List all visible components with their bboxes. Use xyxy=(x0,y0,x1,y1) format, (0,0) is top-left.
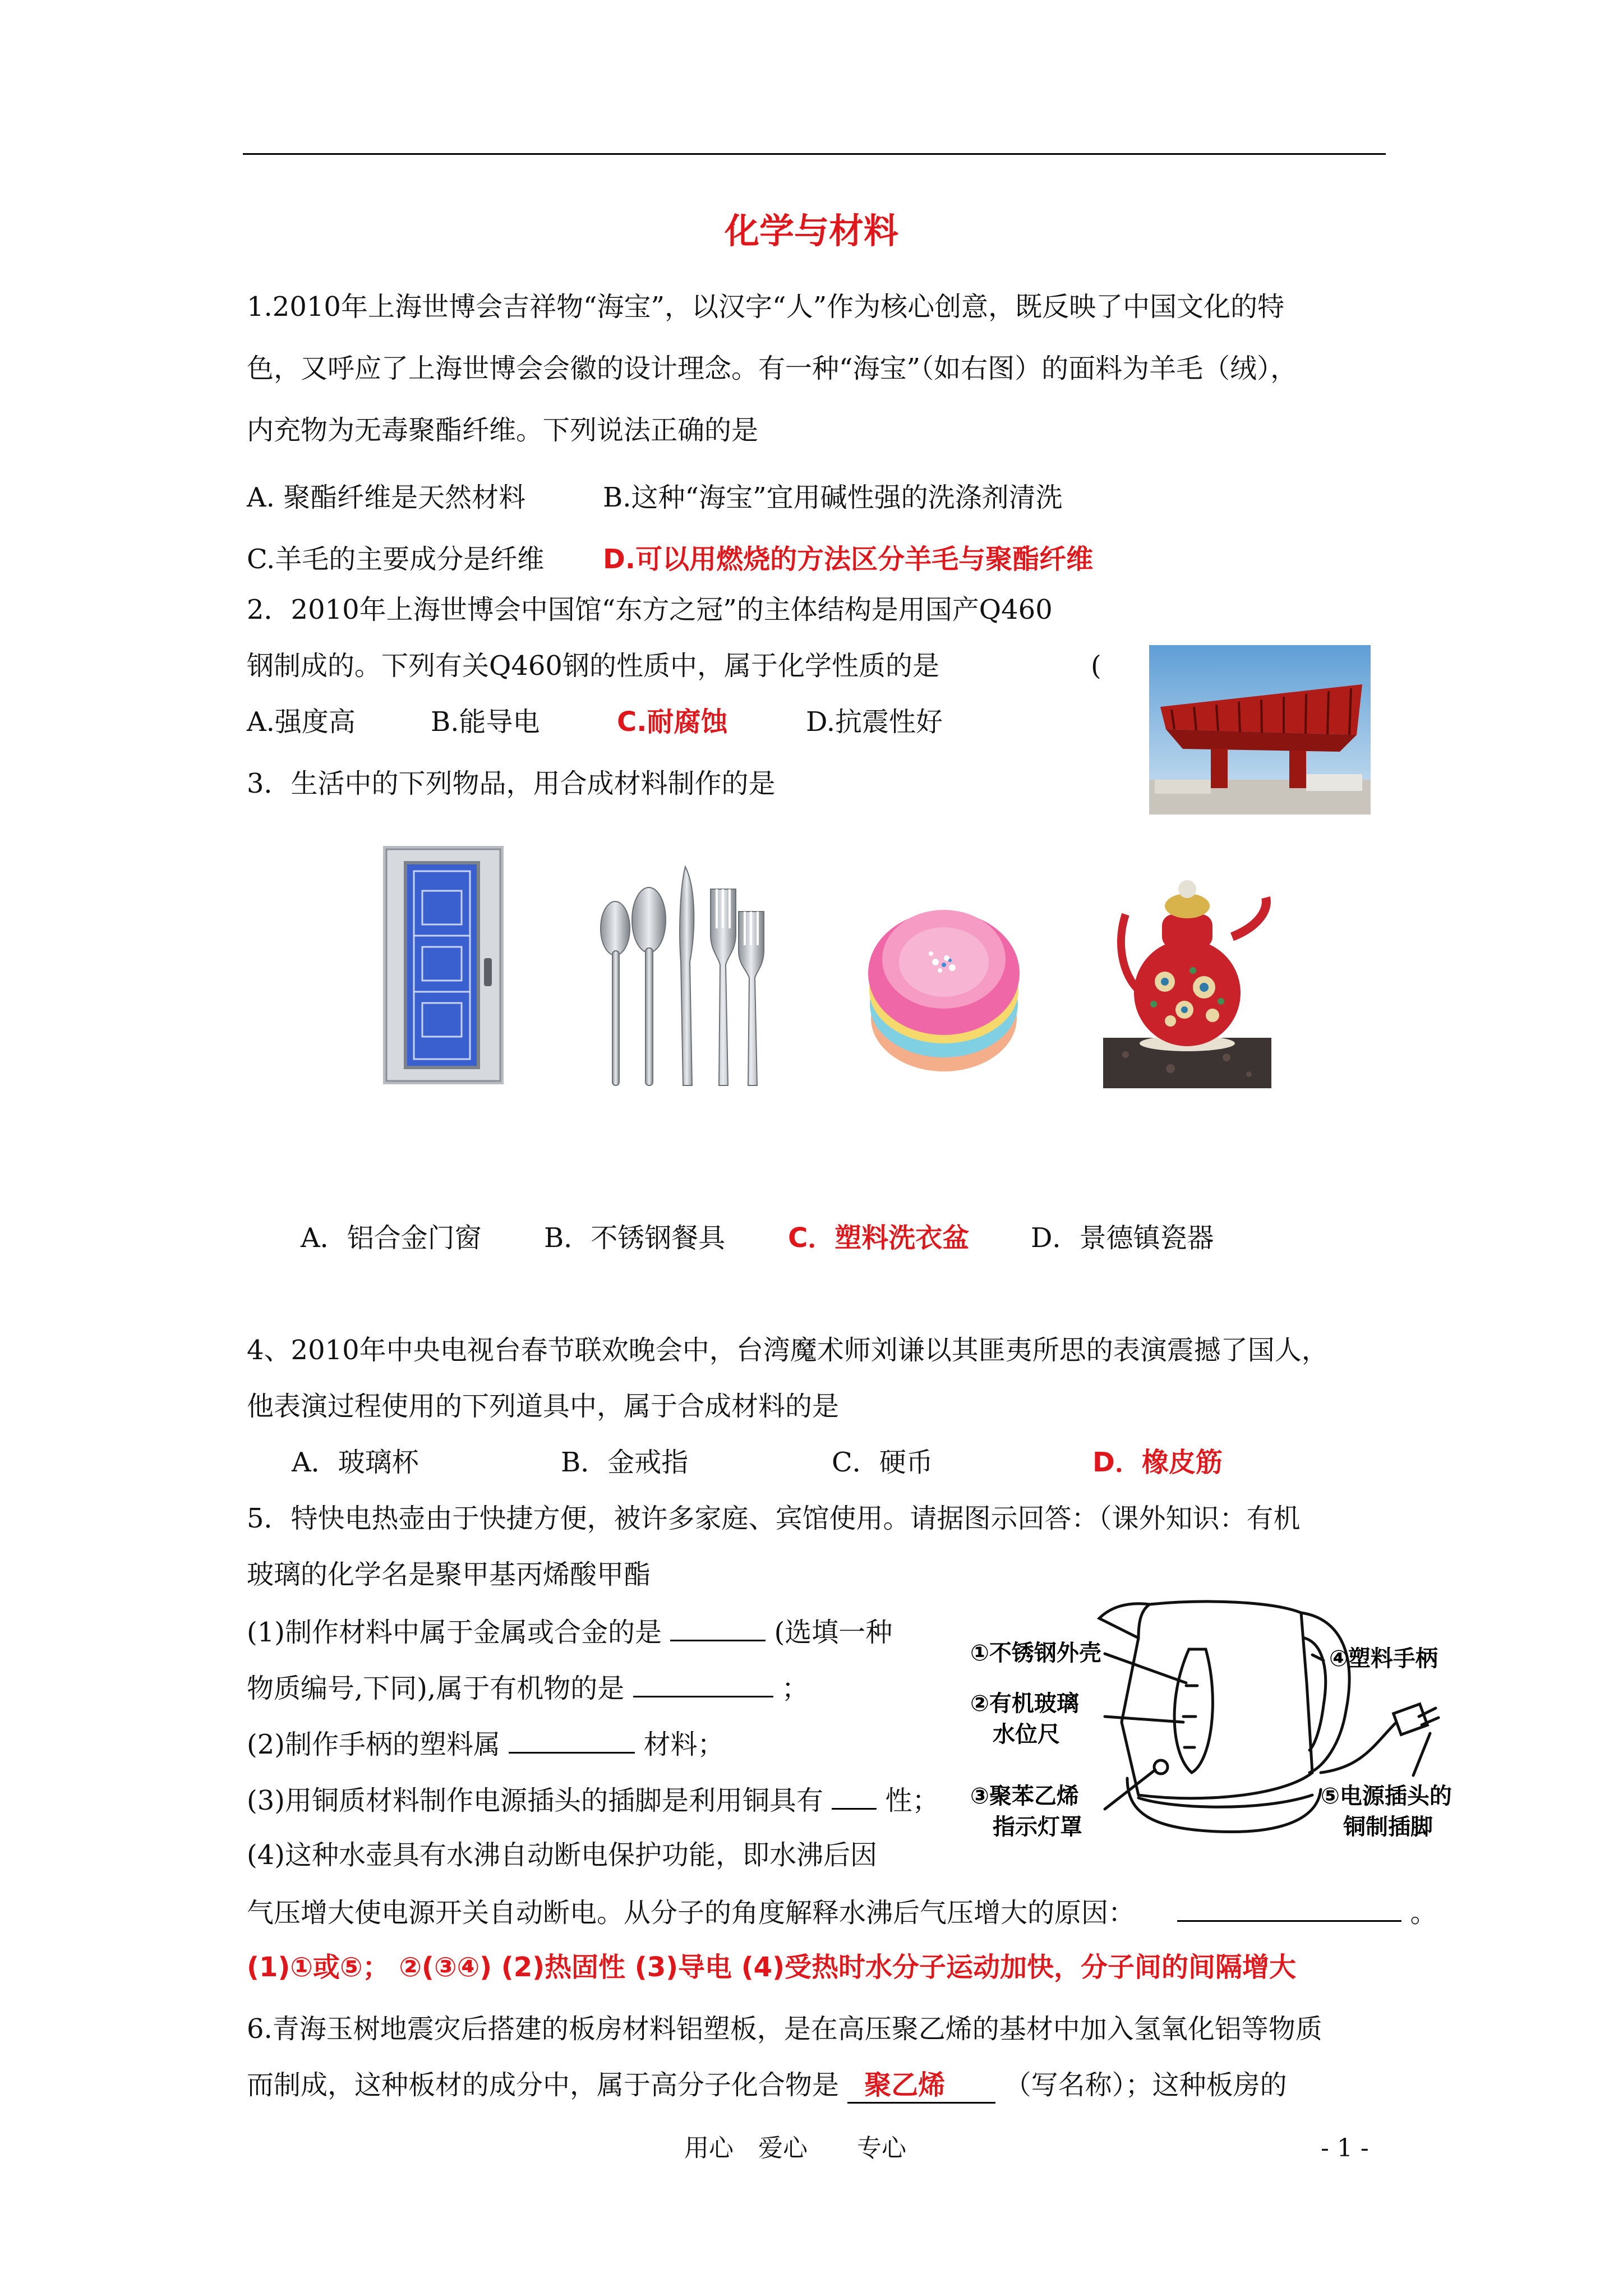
q4-option-b: B．金戒指 xyxy=(561,1447,689,1478)
q5-sub2-blank[interactable] xyxy=(509,1726,635,1754)
q5-sub3-text-b: 性； xyxy=(885,1785,939,1816)
aluminum-door-image xyxy=(383,846,504,1084)
q5-sub1-text-d: ； xyxy=(781,1673,809,1704)
q5-sub1-line2 xyxy=(247,1670,809,1705)
q5-sub1-blank-2[interactable] xyxy=(633,1670,773,1697)
q2-line1: 2．2010年上海世博会中国馆“东方之冠”的主体结构是用国产Q460 xyxy=(247,594,1053,625)
q6-line2 xyxy=(247,2068,1287,2104)
q5-sub1-line1 xyxy=(247,1614,892,1649)
q5-sub2 xyxy=(247,1726,725,1761)
footer-motto: 用心 爱心 专心 xyxy=(684,2134,906,2162)
q5-sub2-text-b: 材料； xyxy=(643,1729,725,1760)
q6-text-b: （写名称）；这种板房的 xyxy=(1004,2069,1287,2101)
q5-sub3-blank[interactable] xyxy=(832,1782,877,1810)
q6-line1: 6.青海玉树地震灾后搭建的板房材料铝塑板，是在高压聚乙烯的基材中加入氢氧化铝等物质 xyxy=(247,2013,1322,2045)
q4-line2: 他表演过程使用的下列道具中，属于合成材料的是 xyxy=(247,1391,840,1422)
cutlery-image xyxy=(596,867,767,1088)
q5-sub1-blank-1[interactable] xyxy=(670,1614,766,1641)
page-title: 化学与材料 xyxy=(724,210,898,251)
q5-sub2-text-a: (2)制作手柄的塑料属 xyxy=(247,1729,500,1760)
q6-text-a: 而制成，这种板材的成分中，属于高分子化合物是 xyxy=(247,2069,840,2101)
q5-sub4-line2 xyxy=(247,1894,1437,1930)
q5-sub3-text-a: (3)用铜质材料制作电源插头的插脚是利用铜具有 xyxy=(247,1785,823,1816)
q2-line2: 钢制成的。下列有关Q460钢的性质中，属于化学性质的是 xyxy=(247,650,939,682)
q2-paren: ( xyxy=(1091,650,1101,682)
q5-sub4-blank[interactable] xyxy=(1177,1894,1401,1922)
kettle-label-5b: 铜制插脚 xyxy=(1343,1814,1433,1840)
q1-line2: 色，又呼应了上海世博会会徽的设计理念。有一种“海宝”（如右图）的面料为羊毛（绒）， xyxy=(247,353,1298,384)
q2-option-c-answer: C.耐腐蚀 xyxy=(617,706,728,738)
page-number: - 1 - xyxy=(1321,2134,1369,2162)
kettle-label-2a: ②有机玻璃 xyxy=(970,1691,1079,1717)
q3-option-d: D．景德镇瓷器 xyxy=(1031,1222,1214,1254)
china-pavilion-image xyxy=(1149,645,1371,815)
plastic-basin-image xyxy=(868,886,1020,1076)
kettle-label-5a: ⑤电源插头的 xyxy=(1321,1783,1452,1809)
header-rule xyxy=(243,153,1386,155)
q2-option-d: D.抗震性好 xyxy=(806,706,943,738)
q4-option-a: A．玻璃杯 xyxy=(292,1447,419,1478)
q5-sub1-text-a: (1)制作材料中属于金属或合金的是 xyxy=(247,1617,662,1648)
q1-option-b: B.这种“海宝”宜用碱性强的洗涤剂清洗 xyxy=(603,482,1063,513)
q1-option-a: A. 聚酯纤维是天然材料 xyxy=(247,482,526,513)
q2-option-b: B.能导电 xyxy=(431,706,540,738)
q5-sub1-text-c: 物质编号,下同),属于有机物的是 xyxy=(247,1673,625,1704)
q5-sub4-line1: (4)这种水壶具有水沸自动断电保护功能，即水沸后因 xyxy=(247,1839,877,1871)
q1-option-c: C.羊毛的主要成分是纤维 xyxy=(247,544,545,575)
q5-answer: (1)①或⑤； ②(③④) (2)热固性 (3)导电 (4)受热时水分子运动加快，分子间的间隔增大 xyxy=(247,1952,1297,1983)
kettle-label-1: ①不锈钢外壳 xyxy=(970,1640,1101,1666)
q1-line3: 内充物为无毒聚酯纤维。下列说法正确的是 xyxy=(247,415,759,446)
q5-line1: 5．特快电热壶由于快捷方便，被许多家庭、宾馆使用。请据图示回答：（课外知识：有机 xyxy=(247,1503,1301,1534)
q5-sub1-text-b: (选填一种 xyxy=(774,1617,893,1648)
q5-sub4-text-b: 气压增大使电源开关自动断电。从分子的角度解释水沸后气压增大的原因： xyxy=(247,1897,1136,1929)
kettle-label-2b: 水位尺 xyxy=(993,1722,1060,1747)
q1-line1: 1.2010年上海世博会吉祥物“海宝”，以汉字“人”作为核心创意，既反映了中国文化的特 xyxy=(247,291,1285,323)
q4-option-c: C．硬币 xyxy=(832,1447,933,1478)
q6-answer-blank[interactable] xyxy=(847,2068,995,2104)
q4-option-d-answer: D．橡皮筋 xyxy=(1092,1447,1223,1478)
q5-line2: 玻璃的化学名是聚甲基丙烯酸甲酯 xyxy=(247,1559,651,1590)
porcelain-teapot-image xyxy=(1103,875,1271,1088)
q2-option-a: A.强度高 xyxy=(247,706,356,738)
q6-answer: 聚乙烯 xyxy=(864,2069,946,2101)
kettle-label-3b: 指示灯罩 xyxy=(993,1814,1082,1840)
q5-sub4-text-c: 。 xyxy=(1410,1897,1437,1929)
q3-option-c-answer: C．塑料洗衣盆 xyxy=(788,1222,970,1254)
q1-option-d-answer: D.可以用燃烧的方法区分羊毛与聚酯纤维 xyxy=(603,544,1094,575)
q5-sub3 xyxy=(247,1782,939,1818)
q3-option-b: B．不锈钢餐具 xyxy=(544,1222,726,1254)
kettle-label-3a: ③聚苯乙烯 xyxy=(970,1783,1079,1809)
electric-kettle-diagram xyxy=(970,1588,1458,1851)
q3-line1: 3．生活中的下列物品，用合成材料制作的是 xyxy=(247,768,776,799)
q3-option-a: A．铝合金门窗 xyxy=(301,1222,482,1254)
q4-line1: 4、2010年中央电视台春节联欢晚会中，台湾魔术师刘谦以其匪夷所思的表演震撼了国人， xyxy=(247,1335,1329,1366)
kettle-label-4: ④塑料手柄 xyxy=(1329,1646,1438,1672)
